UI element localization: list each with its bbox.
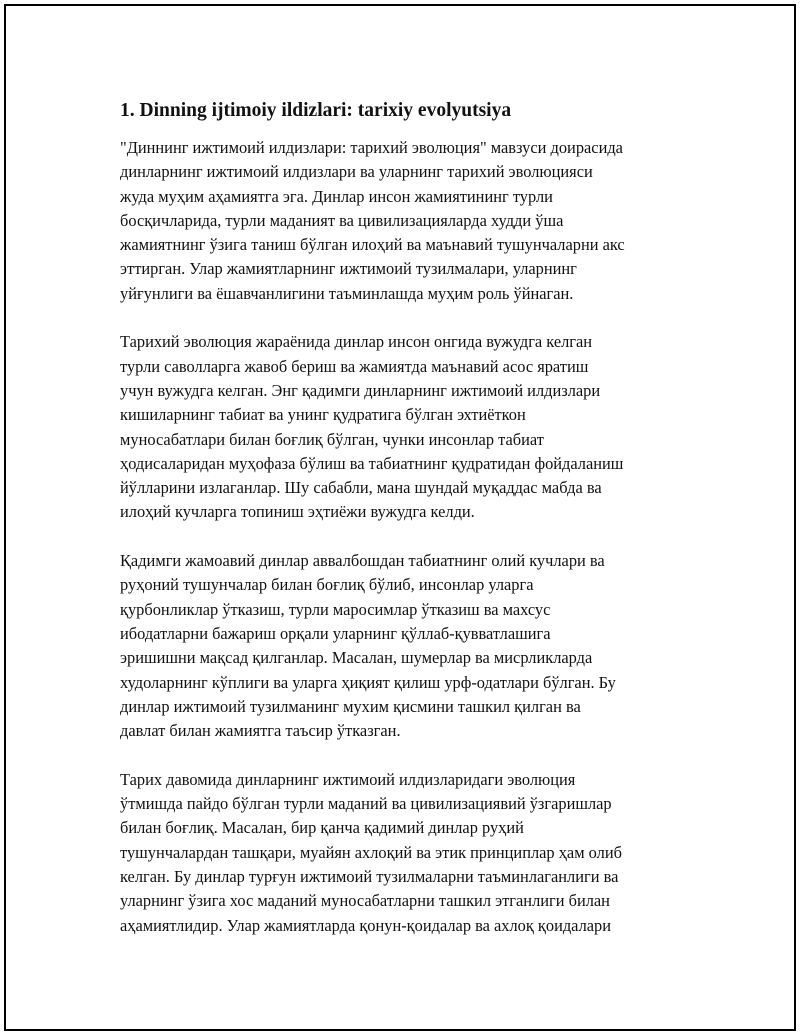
- text-line: худоларнинг кўплиги ва уларга ҳиқият қилиш урф-одатлари бўлган. Бу: [120, 672, 616, 692]
- document-content: [120, 98, 700, 962]
- text-line: турли саволларга жавоб бериш ва жамиятда маънавий асос яратиш: [120, 356, 589, 376]
- paragraph-list: [120, 136, 700, 938]
- text-line: қурбонликлар ўтказиш, турли маросимлар ўтказиш ва махсус: [120, 599, 551, 619]
- text-line: билан боғлиқ. Масалан, бир қанча қадимий динлар руҳий: [120, 818, 524, 838]
- text-line: эришишни мақсад қилганлар. Масалан, шумерлар ва мисрликларда: [120, 648, 593, 668]
- text-line: жуда муҳим аҳамиятга эга. Динлар инсон жамиятининг турли: [120, 186, 553, 206]
- body-paragraph: [120, 136, 700, 306]
- text-line: "Диннинг ижтимоий илдизлари: тарихий эволюция" мавзуси доирасида: [120, 138, 623, 157]
- text-line: кишиларнинг табиат ва унинг қудратига бўлган эхтиёткон: [120, 405, 526, 425]
- text-line: Тарихий эволюция жараёнида динлар инсон онгида вужудга келган: [120, 332, 593, 352]
- text-line: руҳоний тушунчалар билан боғлиқ бўлиб, инсонлар уларга: [120, 575, 534, 595]
- body-paragraph: [120, 549, 700, 743]
- text-line: илоҳий кучларга топиниш эҳтиёжи вужудга келди.: [120, 502, 475, 522]
- text-line: давлат билан жамиятга таъсир ўтказган.: [120, 721, 401, 741]
- text-line: аҳамиятлидир. Улар жамиятларда қонун-қоидалар ва ахлоқ қоидалари: [120, 915, 612, 935]
- text-line: учун вужудга келган. Энг қадимги динларнинг ижтимоий илдизлари: [120, 380, 601, 400]
- text-line: тушунчалардан ташқари, муайян ахлоқий ва этик принциплар ҳам олиб: [120, 842, 622, 862]
- text-line: Тарих давомида динларнинг ижтимоий илдизларидаги эволюция: [120, 769, 576, 789]
- text-line: уйғунлиги ва ёшавчанлигини таъминлашда муҳим роль ўйнаган.: [120, 283, 574, 303]
- text-line: келган. Бу динлар турғун ижтимоий тузилмаларни таъминлаганлиги ва: [120, 866, 619, 886]
- text-line: ибодатларни бажариш орқали уларнинг қўллаб-қувватлашига: [120, 623, 551, 643]
- body-paragraph: [120, 768, 700, 938]
- page-frame: [4, 4, 796, 1031]
- text-line: динлар ижтимоий тузилманинг мухим қисмини ташкил қилган ва: [120, 696, 581, 716]
- text-line: динларнинг ижтимоий илдизлари ва уларнинг тарихий эволюцияси: [120, 162, 593, 182]
- text-line: эттирган. Улар жамиятларнинг ижтимоий тузилмалари, уларнинг: [120, 259, 577, 279]
- section-heading: 1. Dinning ijtimoiy ildizlari: tarixiy evolyutsiya: [120, 100, 512, 121]
- text-line: ҳодисаларидан муҳофаза бўлиш ва табиатнинг қудратидан фойдаланиш: [120, 453, 624, 473]
- text-line: жамиятнинг ўзига таниш бўлган илоҳий ва маънавий тушунчаларни акс: [120, 235, 625, 255]
- text-line: уларнинг ўзига хос маданий муносабатларни ташкил этганлиги билан: [120, 891, 610, 911]
- text-line: муносабатлари билан боғлиқ бўлган, чунки инсонлар табиат: [120, 429, 544, 449]
- text-line: йўлларини излаганлар. Шу сабабли, мана шундай муқаддас мабда ва: [120, 478, 602, 498]
- text-line: ўтмишда пайдо бўлган турли маданий ва цивилизациявий ўзгаришлар: [120, 794, 612, 814]
- text-line: Қадимги жамоавий динлар аввалбошдан табиатнинг олий кучлари ва: [120, 551, 605, 571]
- body-paragraph: [120, 330, 700, 524]
- text-line: босқичларида, турли маданият ва цивилизацияларда худди ўша: [120, 210, 564, 230]
